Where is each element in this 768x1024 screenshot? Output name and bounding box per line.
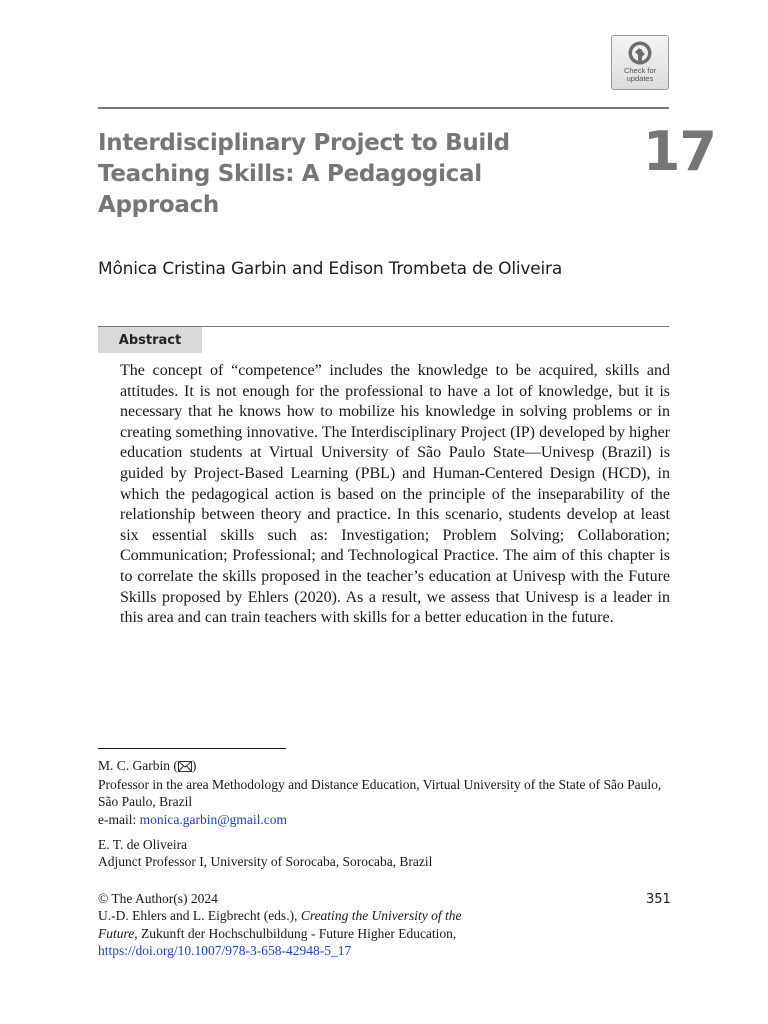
chapter-title: Interdisciplinary Project to Build Teaching Skills: A Pedagogical Approach xyxy=(98,130,510,218)
author2-affiliation: Adjunct Professor I, University of Sorocaba, Sorocaba, Brazil xyxy=(98,854,433,870)
copyright-line: © The Author(s) 2024 xyxy=(98,891,218,906)
publication-info xyxy=(98,890,568,960)
page-number: 351 xyxy=(646,892,671,907)
author-footnotes xyxy=(98,757,678,870)
author1-email-link[interactable]: monica.garbin@gmail.com xyxy=(139,811,288,827)
abstract-text: The concept of “competence” includes the knowledge to be acquired, skills and attitudes. It is not enough for the professional to have a lot of knowledge, but it is necessary that he knows how to mobilize his knowledge in solving problems or in creating something innovative. The Interdisciplinary Project (IP) developed by higher education students at Virtual University of São Paulo State—Univesp (Brazil) is guided by Project-Based Learning (PBL) and Human-Centered Design (HCD), in which the pedagogical action is based on the principle of the inseparability of the relationship between theory and practice. In this scenario, students develop at least six essential skills such as: Investigation; Problem Solving; Collaboration; Communication; Professional; and Technological Practice. The aim of this chapter is to correlate the skills proposed in the teacher’s education at Univesp with the Future Skills proposed by Ehlers (2020). As a result, we assess that Univesp is a leader in this area and can train teachers with skills for a better education in the future. xyxy=(120,362,670,627)
check-for-updates-icon xyxy=(627,40,653,66)
check-for-updates-label: Check for updates xyxy=(623,66,657,83)
author1-email-line: e-mail: monica.garbin@gmail.com xyxy=(98,811,288,827)
author1-affiliation: Professor in the area Methodology and Distance Education, Virtual University of the State of São Paulo, São Paulo, Brazil xyxy=(98,777,662,810)
chapter-number: 17 xyxy=(642,120,716,183)
author-list: Mônica Cristina Garbin and Edison Trombeta de Oliveira xyxy=(98,259,563,279)
envelope-icon[interactable] xyxy=(178,759,192,776)
header-rule xyxy=(98,107,669,109)
author1-name-line: M. C. Garbin ( ) xyxy=(98,757,678,776)
author2-name: E. T. de Oliveira xyxy=(98,836,188,852)
footnote-rule xyxy=(98,748,286,749)
doi-link[interactable]: https://doi.org/10.1007/978-3-658-42948-5_17 xyxy=(98,943,352,959)
citation-line: U.-D. Ehlers and L. Eigbrecht (eds.), Creating the University of the Future, Zukunft der Hochschulbildung - Future Higher Education, xyxy=(98,908,462,941)
abstract-label: Abstract xyxy=(98,327,202,353)
check-for-updates-badge[interactable] xyxy=(611,35,669,90)
